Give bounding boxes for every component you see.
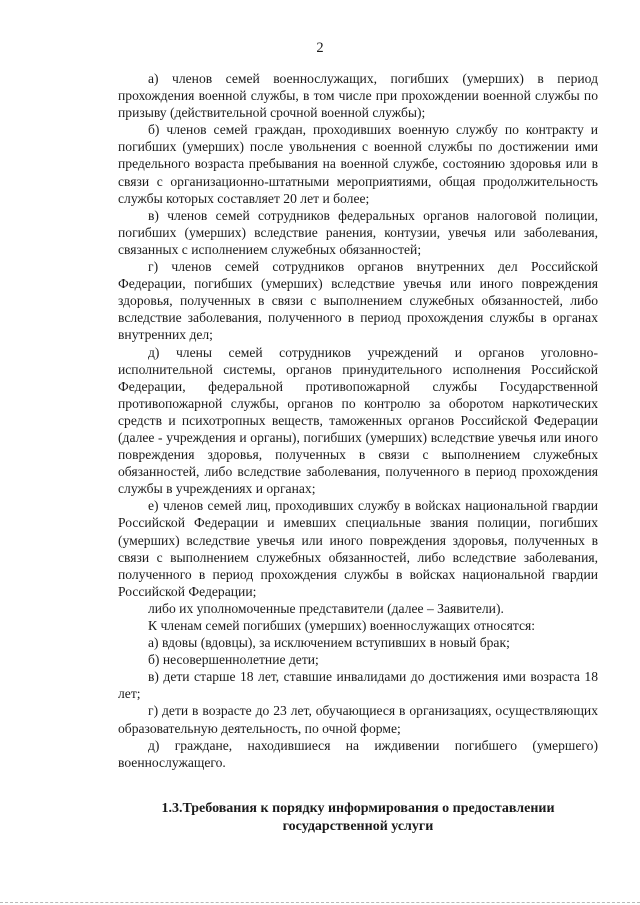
scan-bottom-edge — [0, 901, 640, 903]
section-heading — [118, 800, 598, 835]
list-item-minors: б) несовершеннолетние дети; — [148, 652, 319, 668]
paragraph-representatives: либо их уполномоченные представители (далее – Заявители). — [148, 600, 504, 616]
paragraph-d-penitentiary-families: д) члены семей сотрудников учреждений и органов уголовно-исполнительной системы, органов принудительного исполнения Российской Федерации, федеральной противопожарной службы Государственной противопожарной службы, органов по контролю за оборотом наркотических средств и психотропных веществ, таможенных органов Российской Федерации (далее - учреждения и органы), погибших (умерших) вследствие увечья или иного повреждения здоровья, полученных в связи с выполнением служебных обязанностей, либо вследствие заболевания, полученного в период прохождения службы в учреждениях и органах; — [118, 344, 598, 497]
paragraph-e-national-guard-families: е) членов семей лиц, проходивших службу в войсках национальной гвардии Российской Федерации и имевших специальные звания полиции, погибших (умерших) вследствие увечья или иного повреждения здоровья, полученных в связи с выполнением служебных обязанностей, либо вследствие заболевания, полученного в период прохождения службы в войсках национальной гвардии Российской Федерации; — [118, 498, 598, 599]
list-item-students: г) дети в возрасте до 23 лет, обучающиеся в организациях, осуществляющих образовательную деятельность, по очной форме; — [118, 703, 598, 736]
paragraph-a-military-families: а) членов семей военнослужащих, погибших (умерших) в период прохождения военной службы, в том числе при прохождении военной службы по призыву (действительной срочной военной службы); — [118, 71, 598, 121]
list-item-widows: а) вдовы (вдовцы), за исключением вступивших в новый брак; — [148, 635, 510, 651]
paragraph-b-contract-service-families: б) членов семей граждан, проходивших военную службу по контракту и погибших (умерших) после увольнения с военной службы по достижении ими предельного возраста пребывания на военной службе, состоянию здоровья или в связи с организационно-штатными мероприятиями, общая продолжительность службы которых составляет 20 лет и более; — [118, 122, 598, 206]
section-heading-line-2: государственной услуги — [282, 818, 434, 834]
page-number: 2 — [316, 40, 324, 56]
body-text — [118, 70, 598, 771]
section-heading-line-1: 1.3.Требования к порядку информирования о предоставлении — [161, 801, 555, 816]
paragraph-v-tax-police-families: в) членов семей сотрудников федеральных органов налоговой полиции, погибших (умерших) вследствие ранения, контузии, увечья или заболевания, связанных с исполнением служебных обязанностей; — [118, 207, 598, 257]
list-item-disabled-children: в) дети старше 18 лет, ставшие инвалидами до достижения ими возраста 18 лет; — [118, 669, 598, 702]
paragraph-family-members-intro: К членам семей погибших (умерших) военнослужащих относятся: — [148, 618, 536, 633]
list-item-dependents: д) граждане, находившиеся на иждивении погибшего (умершего) военнослужащего. — [118, 737, 598, 770]
paragraph-g-internal-affairs-families: г) членов семей сотрудников органов внутренних дел Российской Федерации, погибших (умерших) вследствие увечья или иного повреждения здоровья, полученных в связи с выполнением служебных обязанностей, либо вследствие заболевания, полученного в период прохождения службы в органах внутренних дел; — [118, 259, 598, 343]
